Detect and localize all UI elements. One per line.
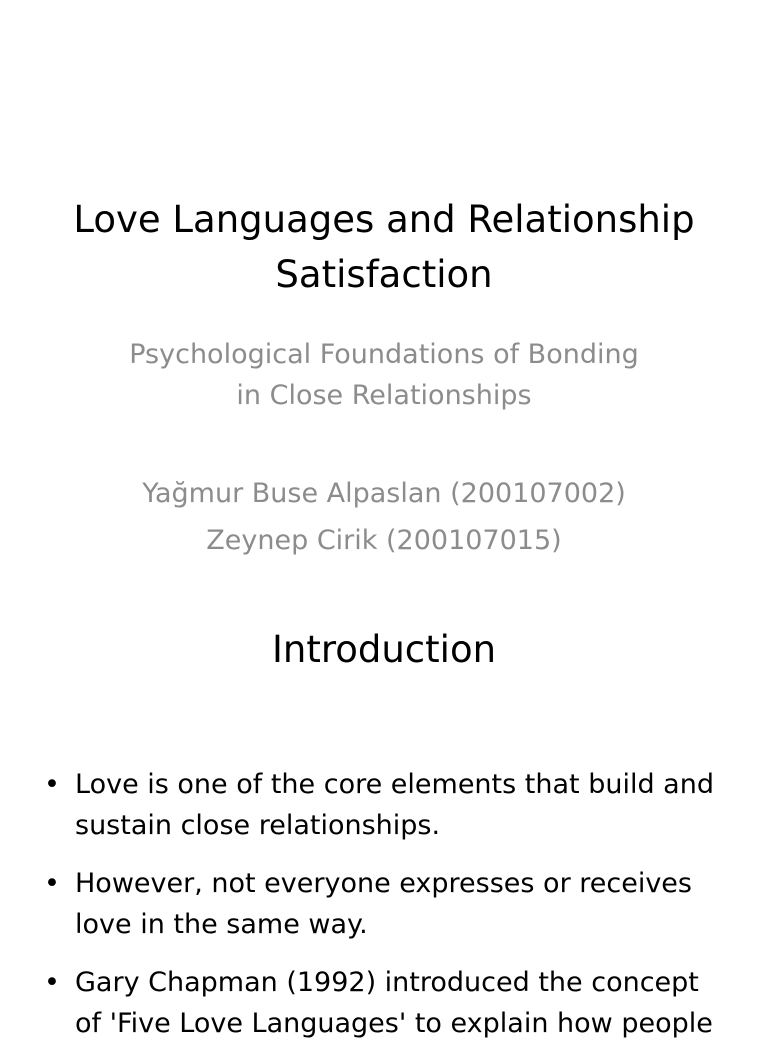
section-title: Introduction <box>271 628 497 671</box>
bullet-text: Gary Chapman (1992) introduced the concept of 'Five Love Languages' to explain how people <box>75 967 713 1039</box>
bullet-item <box>0 962 768 1044</box>
bullet-text: However, not everyone expresses or receives love in the same way. <box>75 868 692 940</box>
author-list <box>0 470 768 564</box>
bullet-icon: • <box>44 967 60 998</box>
bullet-item <box>0 863 768 945</box>
slide-title <box>0 192 768 302</box>
bullet-icon: • <box>44 769 60 800</box>
bullet-icon: • <box>44 868 60 899</box>
slide-title-line: Love Languages and Relationship <box>73 198 695 241</box>
author-name: Zeynep Cirik (200107015) <box>206 525 562 556</box>
slide-title-line: Satisfaction <box>275 253 493 296</box>
slide-subtitle <box>0 334 768 416</box>
author-name: Yağmur Buse Alpaslan (200107002) <box>142 478 626 509</box>
bullet-list <box>0 764 768 1061</box>
subtitle-line: in Close Relationships <box>236 380 532 411</box>
subtitle-line: Psychological Foundations of Bonding <box>129 339 639 370</box>
bullet-text: Love is one of the core elements that build and sustain close relationships. <box>75 769 714 841</box>
bullet-item <box>0 764 768 846</box>
